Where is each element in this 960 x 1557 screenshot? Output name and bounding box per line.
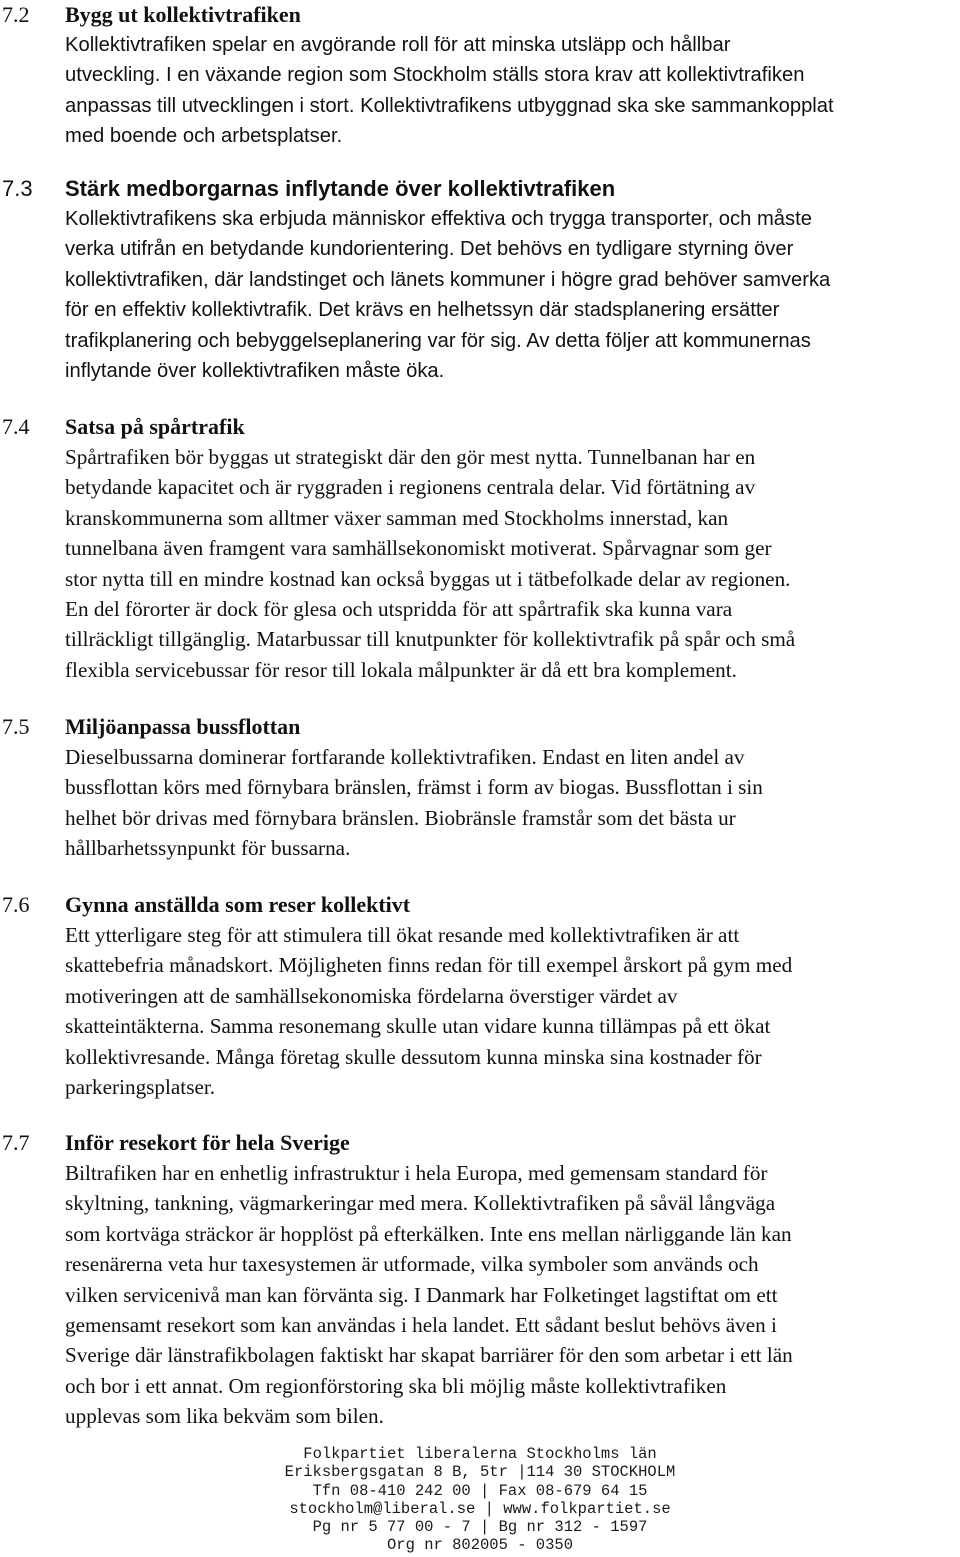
section-number: 7.7 [2,1130,30,1155]
text-line: utveckling. I en växande region som Stockholm ställs stora krav att kollektivtrafiken [65,64,805,87]
section-title: Bygg ut kollektivtrafiken [65,2,301,27]
section-title: Stärk medborgarnas inflytande över kollektivtrafiken [65,176,616,201]
text-line: En del förorter är dock för glesa och utspridda för att spårtrafik ska kunna vara [65,597,733,622]
footer-org: Folkpartiet liberalerna Stockholms län [303,1445,657,1463]
text-line: med boende och arbetsplatser. [65,125,343,148]
section-number: 7.4 [2,414,30,439]
text-line: anpassas till utvecklingen i stort. Kollektivtrafikens utbyggnad ska ske sammankopplat [65,94,834,117]
text-line: stor nytta till en mindre kostnad kan också byggas ut i tätbefolkade delar av regionen. [65,566,791,591]
text-line: Kollektivtrafikens ska erbjuda människor effektiva och trygga transporter, och måste [65,208,812,230]
page-footer [0,1445,960,1555]
text-line: vilken servicenivå man kan förvänta sig. I Danmark har Folketinget lagstiftat om ett [65,1282,778,1307]
text-line: flexibla servicebussar för resor till lokala målpunkter är då ett bra komplement. [65,657,737,682]
text-line: upplevas som lika bekväm som bilen. [65,1404,384,1429]
section-number: 7.6 [2,892,30,917]
text-line: resenärerna veta hur taxesystemen är utformade, vilka symboler som används och [65,1252,759,1277]
section-title: Gynna anställda som reser kollektivt [65,892,411,917]
text-line: och bor i ett annat. Om regionförstoring ska bli möjlig måste kollektivtrafiken [65,1373,727,1398]
text-line: skattebefria månadskort. Möjligheten finns redan för till exempel årskort på gym med [65,953,793,978]
text-line: Kollektivtrafiken spelar en avgörande roll för att minska utsläpp och hållbar [65,34,731,56]
text-line: verka utifrån en betydande kundorientering. Det behövs en tydligare styrning över [65,238,794,261]
text-line: skatteintäkterna. Samma resonemang skulle utan vidare kunna tillämpas på ett ökat [65,1014,771,1039]
text-line: kollektivtrafiken, där landstinget och länets kommuner i högre grad behöver samverka [65,268,831,291]
text-line: Ett ytterligare steg för att stimulera till ökat resande med kollektivtrafiken är att [65,923,740,947]
section-number: 7.2 [2,2,30,27]
text-line: Spårtrafiken bör byggas ut strategiskt där den gör mest nytta. Tunnelbanan har en [65,445,756,469]
text-line: skyltning, tankning, vägmarkeringar med mera. Kollektivtrafiken på såväl långväga [65,1191,776,1216]
section-number: 7.5 [2,714,30,739]
footer-phone: Tfn 08-410 242 00 | Fax 08-679 64 15 [312,1481,648,1500]
text-line: bussflottan körs med förnybara bränslen, främst i form av biogas. Bussflottan i sin [65,775,763,800]
section-number: 7.3 [2,176,33,201]
text-line: betydande kapacitet och är ryggraden i regionens centrala delar. Vid förtätning av [65,475,756,500]
section-body [65,742,945,864]
text-line: motiveringen att de samhällsekonomiska fördelarna överstiger värdet av [65,983,678,1008]
section-title: Inför resekort för hela Sverige [65,1130,350,1155]
footer-accounts: Pg nr 5 77 00 - 7 | Bg nr 312 - 1597 [312,1518,648,1537]
text-line: inflytande över kollektivtrafiken måste öka. [65,360,445,383]
text-line: tunnelbana även framgent vara samhällsekonomiskt motiverat. Spårvagnar som ger [65,536,772,561]
footer-orgnr: Org nr 802005 - 0350 [386,1536,574,1555]
text-line: tillräckligt tillgänglig. Matarbussar till knutpunkter för kollektivtrafik på spår och små [65,627,796,652]
text-line: gemensamt resekort som kan användas i hela landet. Ett sådant beslut behövs även i [65,1313,777,1338]
section-title: Satsa på spårtrafik [65,414,245,439]
section-title: Miljöanpassa bussflottan [65,714,301,739]
text-line: Sverige där länstrafikbolagen faktiskt har skapat barriärer för den som arbetar i ett län [65,1343,793,1368]
text-line: som kortväga sträckor är hopplöst på efterkälken. Inte ens mellan närliggande län kan [65,1221,792,1246]
text-line: Dieselbussarna dominerar fortfarande kollektivtrafiken. Endast en liten andel av [65,745,745,769]
text-line: hållbarhetssynpunkt för bussarna. [65,836,351,861]
section-body [65,1158,945,1432]
text-line: Biltrafiken har en enhetlig infrastruktur i hela Europa, med gemensam standard för [65,1161,768,1185]
text-line: kollektivresande. Många företag skulle dessutom kunna minska sina kostnader för [65,1044,762,1069]
footer-address: Eriksbergsgatan 8 B, 5tr |114 30 STOCKHOLM [284,1463,676,1482]
section-body [65,442,945,685]
text-line: för en effektiv kollektivtrafik. Det krävs en helhetssyn där stadsplanering ersätter [65,299,780,322]
footer-web: stockholm@liberal.se | www.folkpartiet.se [289,1499,671,1518]
text-line: kranskommunerna som alltmer växer samman med Stockholms innerstad, kan [65,505,729,530]
text-line: trafikplanering och bebyggelseplanering var för sig. Av detta följer att kommunernas [65,329,811,352]
text-line: parkeringsplatser. [65,1075,216,1100]
section-body [65,30,945,152]
section-body [65,920,945,1102]
section-body [65,204,945,386]
text-line: helhet bör drivas med förnybara bränslen. Biobränsle framstår som det bästa ur [65,805,736,830]
